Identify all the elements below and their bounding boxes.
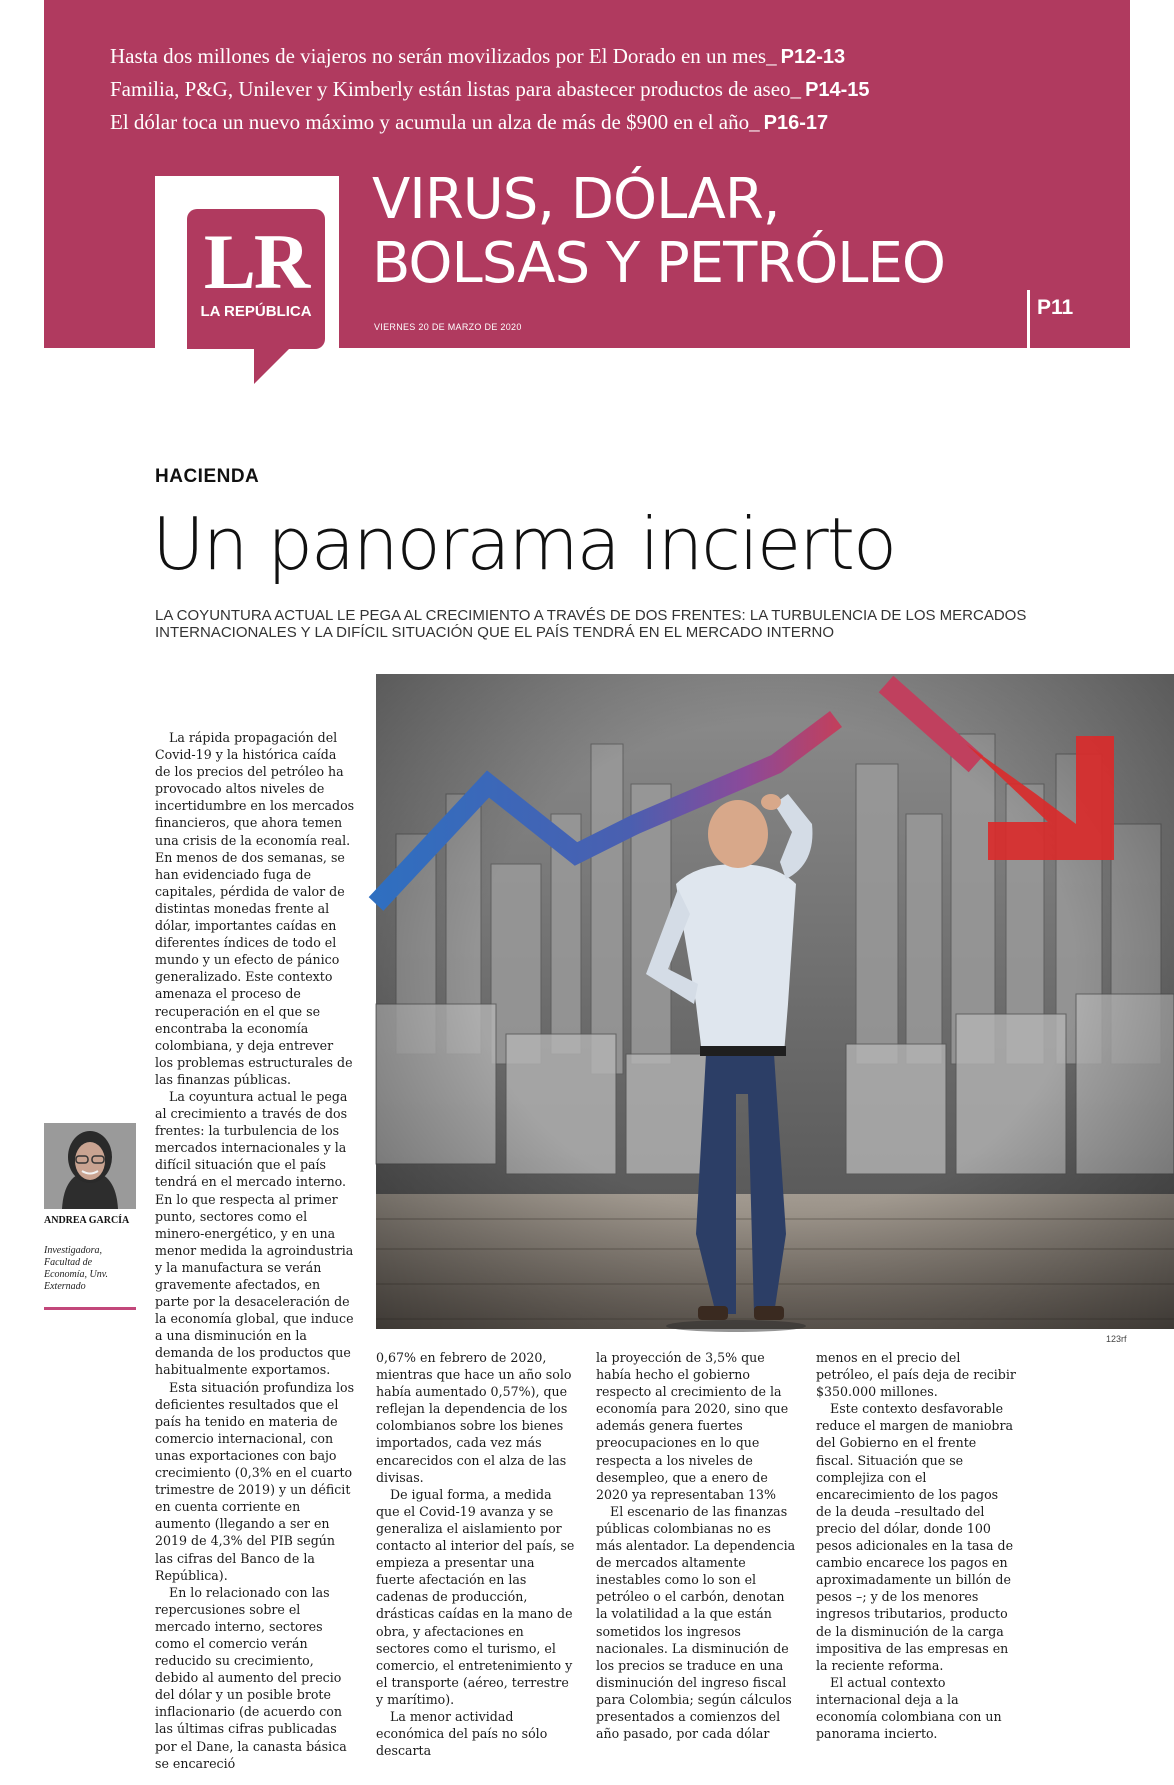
article-paragraph: La coyuntura actual le pega al crecimiento a través de dos frentes: la turbulencia de los mercados internacionales y la difícil situación que el país tendrá en el mercado interno. En lo que respecta al primer punto, sectores como el minero-energético, y en una menor medida la agroindustria y la manufactura se verán gravemente afectados, en parte por la desaceleración de la economía global, que induce a una disminución en la demanda de los productos que habitualmente exportamos.: [155, 1088, 354, 1378]
teaser-item[interactable]: [110, 106, 1070, 139]
teaser-item[interactable]: [110, 40, 1070, 73]
article-paragraph: Esta situación profundiza los deficientes resultados que el país ha tenido en materia de comercio internacional, con unas exportaciones con bajo crecimiento (0,3% en el cuarto trimestre de 2019) y un déficit en cuenta corriente en aumento (llegando a ser en 2019 de 4,3% del PIB según las cifras del Banco de la República).: [155, 1379, 355, 1583]
article-paragraph: 0,67% en febrero de 2020, mientras que hace un año solo había aumentado 0,57%), que reflejan la dependencia de los colombianos sobre los bienes importados, cada vez más encarecidos con el alza de las divisas.: [376, 1350, 572, 1485]
author-name: ANDREA GARCÍA: [44, 1215, 130, 1226]
teaser-text: El dólar toca un nuevo máximo y acumula un alza de más de $900 en el año_: [110, 110, 760, 134]
author-portrait: [44, 1123, 136, 1209]
logo-name: LA REPÚBLICA: [200, 303, 312, 320]
section-title-line: BOLSAS Y PETRÓLEO: [372, 231, 945, 296]
article-paragraph: Este contexto desfavorable reduce el margen de maniobra del Gobierno en el frente fiscal. Situación que se complejiza con el encarecimiento de los pagos de la deuda –resultado del precio del dólar, donde 100 pesos adicionales en la tasa de cambio encarece los pagos en aproximadamente un billón de pesos –; y de los menores ingresos tributarios, producto de la disminución de la carga impositiva de las empresas en la reciente reforma.: [816, 1401, 1014, 1673]
article-paragraph: En lo relacionado con las repercusiones sobre el mercado interno, sectores como el comercio verán reducido su crecimiento, debido al aumento del precio del dólar y un posible brote inflacionario (de acuerdo con las últimas cifras publicadas por el Dane, la canasta básica se encareció: [155, 1584, 347, 1771]
article-paragraph: El actual contexto internacional deja a la economía colombiana con un panorama incierto.: [816, 1674, 1002, 1742]
section-title-line: VIRUS, DÓLAR,: [372, 167, 780, 232]
article-paragraph: De igual forma, a medida que el Covid-19 avanza y se generaliza el aislamiento por contacto al interior del país, se empieza a presentar una fuerte afectación en las cadenas de producción, drásticas caídas en la mano de obra, y afectaciones en sectores como el turismo, el comercio, el entretenimiento y el transporte (aéreo, terrestre y marítimo).: [376, 1486, 575, 1707]
teaser-item[interactable]: [110, 73, 1070, 106]
teaser-page-ref: P12-13: [780, 46, 846, 68]
section-title: [372, 168, 1032, 296]
article-deck: LA COYUNTURA ACTUAL LE PEGA AL CRECIMIENTO A TRAVÉS DE DOS FRENTES: LA TURBULENCIA DE LOS MERCADOS INTERNACIONALES Y LA DIFÍCIL SITUACIÓN QUE EL PAÍS TENDRÁ EN EL MERCADO INTERNO: [155, 607, 1027, 641]
article-column-4: [816, 1349, 1016, 1749]
teaser-text: Hasta dos millones de viajeros no serán movilizados por El Dorado en un mes_: [110, 44, 777, 68]
teaser-page-ref: P16-17: [763, 112, 829, 134]
article-paragraph: la proyección de 3,5% que había hecho el gobierno respecto al crecimiento de la economía para 2020, sino que además genera fuertes preocupaciones en lo que respecta a los niveles de desempleo, que a enero de 2020 ya representaban 13%: [596, 1350, 789, 1502]
logo-initials: LR: [203, 218, 309, 305]
author-divider: [44, 1307, 136, 1310]
page-number: P11: [1037, 296, 1074, 319]
author-avatar: [44, 1123, 136, 1209]
article-photo: [376, 674, 1174, 1329]
article-column-1: [155, 729, 355, 1771]
teaser-list: [110, 40, 1070, 139]
issue-date: VIERNES 20 DE MARZO DE 2020: [374, 322, 522, 332]
teaser-text: Familia, P&G, Unilever y Kimberly están listas para abastecer productos de aseo_: [110, 77, 802, 101]
article-column-2: [376, 1349, 576, 1759]
teaser-page-ref: P14-15: [805, 79, 870, 101]
article-kicker: HACIENDA: [155, 466, 260, 487]
author-role: Investigadora, Facultad de Economía, Unv. Externado: [44, 1245, 108, 1292]
logo-speech-tail: [254, 348, 290, 384]
article-paragraph: La menor actividad económica del país no sólo descarta: [376, 1708, 548, 1759]
article-column-3: [596, 1349, 796, 1749]
photo-credit: 123rf: [1106, 1334, 1127, 1344]
article-paragraph: menos en el precio del petróleo, el país deja de recibir $350.000 millones.: [816, 1350, 1016, 1400]
businessman-chart-illustration: [376, 674, 1174, 1329]
article-paragraph: La rápida propagación del Covid-19 y la histórica caída de los precios del petróleo ha provocado altos niveles de incertidumbre en los mercados financieros, que ahora temen una crisis de la economía real. En menos de dos semanas, se han evidenciado fuga de capitales, pérdida de valor de distintas monedas frente al dólar, importantes caídas en diferentes índices de todo el mundo y un efecto de pánico generalizado. Este contexto amenaza el proceso de recuperación en el que se encontraba la economía colombiana, y deja entrever los problemas estructurales de las finanzas públicas.: [155, 730, 355, 1087]
article-paragraph: El escenario de las finanzas públicas colombianas no es más alentador. La dependencia de mercados altamente inestables como lo son el petróleo o el carbón, denotan la volatilidad a la que están sometidos los ingresos nacionales. La disminución de los precios se traduce en una disminución del ingreso fiscal para Colombia; según cálculos presentados a comienzos del año pasado, por cada dólar: [596, 1503, 796, 1742]
page-number-divider: [1027, 290, 1030, 348]
article-headline: Un panorama incierto: [152, 502, 895, 586]
